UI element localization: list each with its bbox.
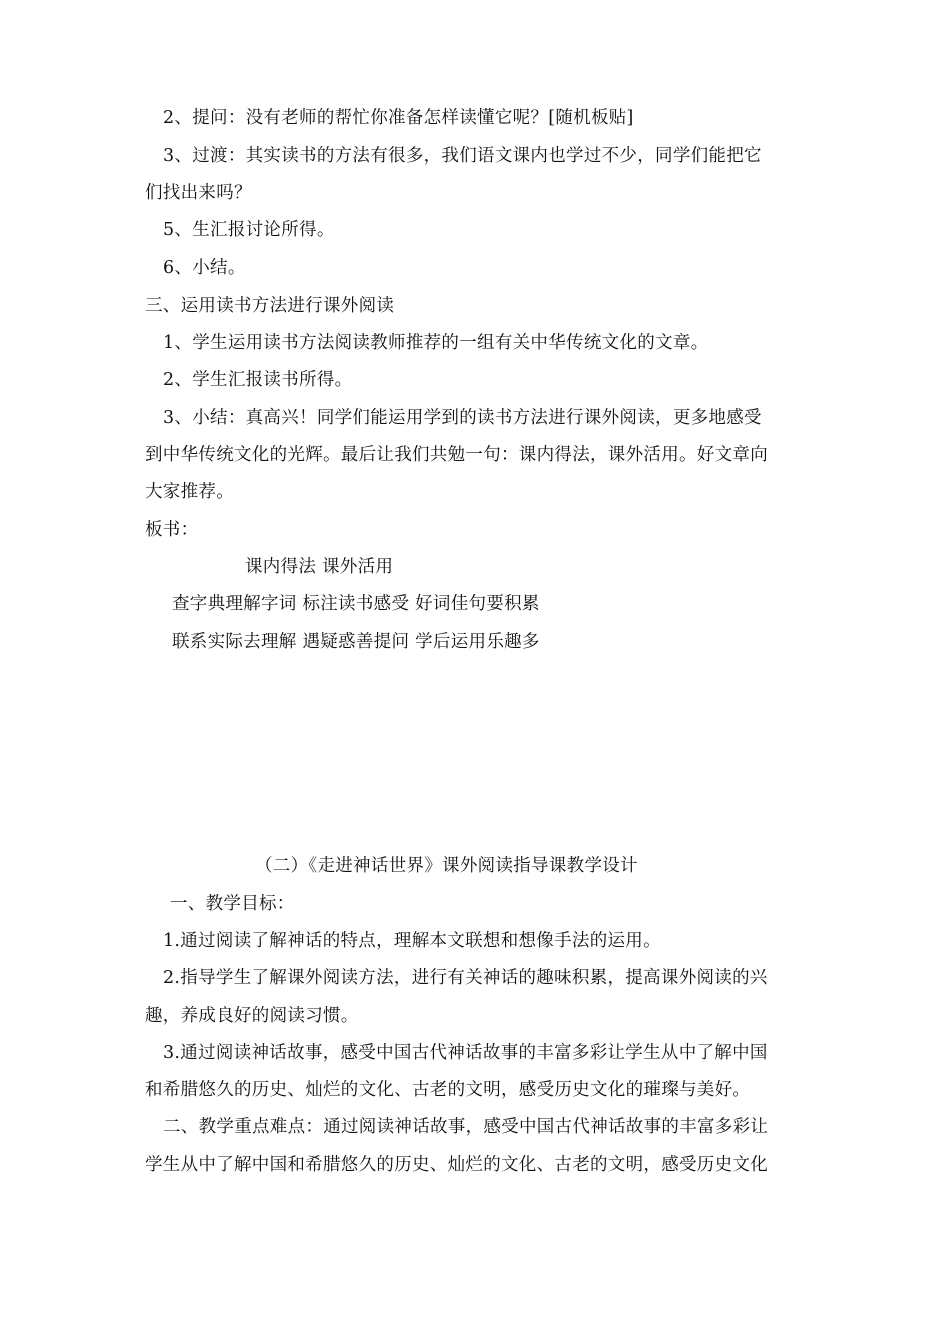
step-3-transition-line2: 们找出来吗？ bbox=[145, 183, 252, 203]
section-3-heading: 三、运用读书方法进行课外阅读 bbox=[145, 296, 395, 316]
section-3-step-3-line2: 到中华传统文化的光辉。最后让我们共勉一句：课内得法，课外活用。好文章向 bbox=[145, 445, 768, 465]
section-3-step-3-line1: 3、小结：真高兴！同学们能运用学到的读书方法进行课外阅读，更多地感受 bbox=[163, 408, 762, 428]
board-row-1: 查字典理解字词 标注读书感受 好词佳句要积累 bbox=[172, 594, 540, 614]
goal-2-line2: 趣，养成良好的阅读习惯。 bbox=[145, 1006, 359, 1026]
key-points-line2: 学生从中了解中国和希腊悠久的历史、灿烂的文化、古老的文明，感受历史文化 bbox=[145, 1155, 768, 1175]
step-2-question: 2、提问：没有老师的帮忙你准备怎样读懂它呢？[随机板贴] bbox=[163, 108, 634, 128]
board-title: 课内得法 课外活用 bbox=[245, 557, 394, 577]
goal-3-line2: 和希腊悠久的历史、灿烂的文化、古老的文明，感受历史文化的璀璨与美好。 bbox=[145, 1080, 751, 1100]
goal-3-line1: 3.通过阅读神话故事，感受中国古代神话故事的丰富多彩让学生从中了解中国 bbox=[163, 1043, 768, 1063]
section-3-step-2: 2、学生汇报读书所得。 bbox=[163, 370, 353, 390]
goal-1: 1.通过阅读了解神话的特点，理解本文联想和想像手法的运用。 bbox=[163, 931, 661, 951]
step-3-transition-line1: 3、过渡：其实读书的方法有很多，我们语文课内也学过不少，同学们能把它 bbox=[163, 146, 762, 166]
step-5-report: 5、生汇报讨论所得。 bbox=[163, 220, 335, 240]
goal-2-line1: 2.指导学生了解课外阅读方法，进行有关神话的趣味积累，提高课外阅读的兴 bbox=[163, 968, 768, 988]
key-points-line1: 二、教学重点难点：通过阅读神话故事，感受中国古代神话故事的丰富多彩让 bbox=[163, 1117, 769, 1137]
board-label: 板书： bbox=[145, 520, 199, 540]
section-3-step-3-line3: 大家推荐。 bbox=[145, 482, 234, 502]
part-2-title: （二）《走进神话世界》课外阅读指导课教学设计 bbox=[255, 856, 638, 876]
board-row-2: 联系实际去理解 遇疑惑善提问 学后运用乐趣多 bbox=[172, 632, 540, 652]
goals-heading: 一、教学目标： bbox=[170, 894, 295, 914]
section-3-step-1: 1、学生运用读书方法阅读教师推荐的一组有关中华传统文化的文章。 bbox=[163, 333, 709, 353]
step-6-summary: 6、小结。 bbox=[163, 258, 246, 278]
